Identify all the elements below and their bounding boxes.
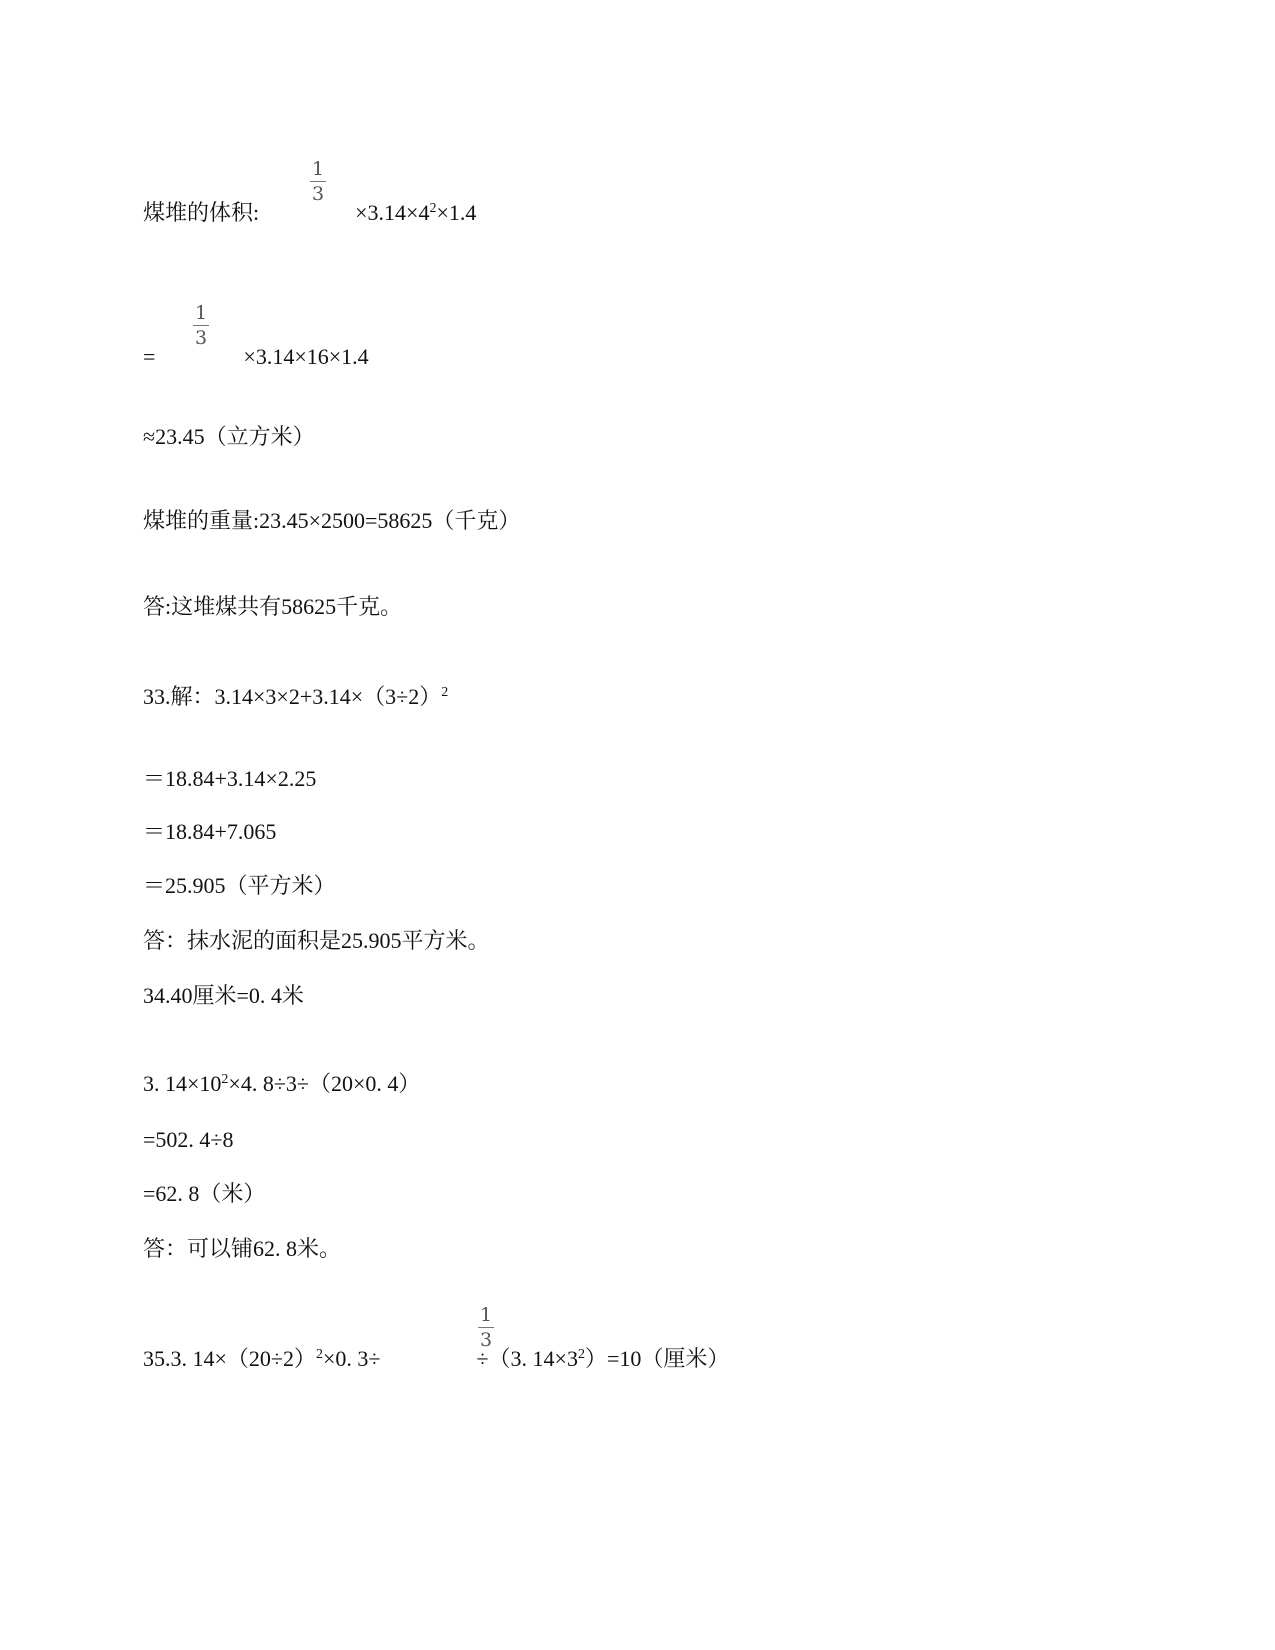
answer-32: 答:这堆煤共有58625千克。 <box>143 594 403 619</box>
problem-34-line: 34.40厘米=0. 4米 <box>143 983 304 1008</box>
problem-34-expr-a: 3. 14×10 <box>143 1071 222 1096</box>
problem-33-line <box>143 683 448 711</box>
exponent: 2 <box>315 1347 323 1362</box>
coal-volume-expr: ×3.14×4 <box>355 200 430 225</box>
fraction-one-third <box>308 158 328 205</box>
problem-33-step-3: ＝25.905（平方米） <box>143 873 336 898</box>
fraction-bar <box>478 1327 494 1328</box>
problem-35-line <box>143 1345 729 1373</box>
problem-34-expr <box>143 1070 420 1098</box>
problem-34-expr-b: ×4. 8÷3÷（20×0. 4） <box>228 1071 421 1096</box>
fraction-bar <box>310 181 326 182</box>
coal-volume-line <box>143 199 476 227</box>
problem-33-step-1: ＝18.84+3.14×2.25 <box>143 766 317 791</box>
fraction-denominator: 3 <box>311 183 325 205</box>
coal-volume-label: 煤堆的体积: <box>143 200 260 225</box>
problem-35-expr-a: 35.3. 14×（20÷2） <box>143 1346 316 1371</box>
volume-result: ≈23.45（立方米） <box>143 424 315 449</box>
problem-34-step-1: =502. 4÷8 <box>143 1127 234 1152</box>
fraction-numerator: 1 <box>194 302 208 324</box>
problem-35-expr-d: ）=10（厘米） <box>584 1346 730 1371</box>
exponent: 2 <box>441 685 449 700</box>
fraction-numerator: 1 <box>479 1304 493 1326</box>
fraction-bar <box>193 325 209 326</box>
fraction-numerator: 1 <box>311 158 325 180</box>
problem-33-expr: 33.解：3.14×3×2+3.14×（3÷2） <box>143 684 442 709</box>
coal-weight-line: 煤堆的重量:23.45×2500=58625（千克） <box>143 508 521 533</box>
coal-volume-expr-end: ×1.4 <box>436 200 477 225</box>
volume-step-2-expr: ×3.14×16×1.4 <box>243 344 369 369</box>
volume-step-2 <box>143 343 369 371</box>
fraction-denominator: 3 <box>194 327 208 349</box>
exponent: 2 <box>577 1347 585 1362</box>
fraction-denominator: 3 <box>479 1329 493 1351</box>
fraction-one-third <box>191 302 211 349</box>
fraction-one-third <box>476 1304 496 1351</box>
exponent: 2 <box>221 1072 229 1087</box>
problem-33-step-2: ＝18.84+7.065 <box>143 819 277 844</box>
exponent: 2 <box>429 201 437 216</box>
problem-34-step-2: =62. 8（米） <box>143 1181 266 1206</box>
problem-35-expr-b: ×0. 3÷ <box>322 1346 381 1371</box>
answer-33: 答：抹水泥的面积是25.905平方米。 <box>143 928 490 953</box>
problem-35-expr-c: ÷（3. 14×3 <box>476 1346 578 1371</box>
equals-sign: = <box>143 344 156 369</box>
answer-34: 答：可以铺62. 8米。 <box>143 1236 342 1261</box>
